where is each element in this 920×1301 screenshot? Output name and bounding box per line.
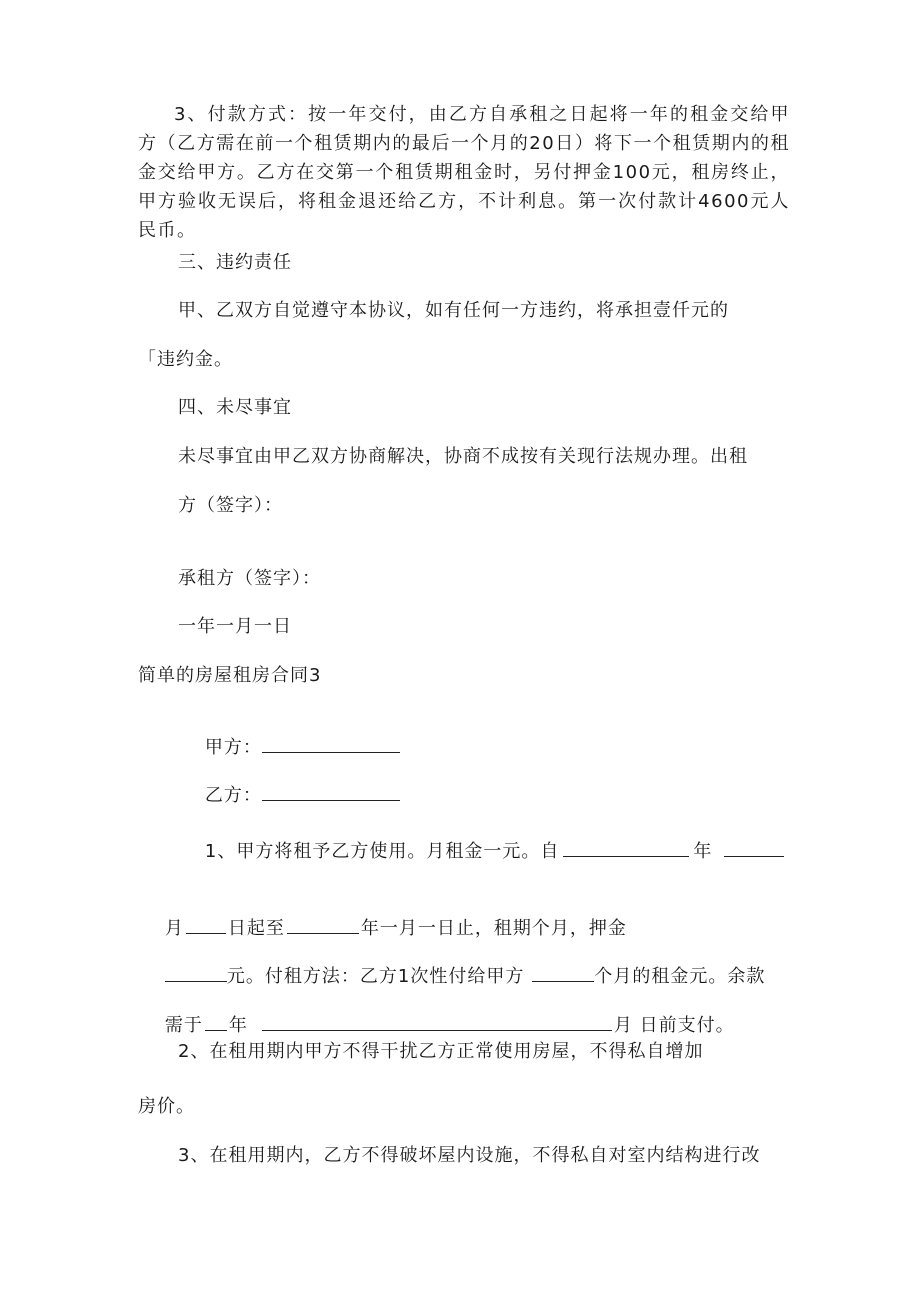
- clause-1-line-4: 需于 年 月 日前支付。: [164, 1015, 735, 1036]
- landlord-sign-label: 方（签字）：: [178, 495, 283, 516]
- party-b-label: 乙方：: [204, 785, 262, 806]
- start-day-blank: [186, 917, 226, 934]
- date-line: 一年一月一日: [178, 616, 292, 637]
- breach-text-line-1: 甲、乙双方自觉遵守本协议，如有任何一方违约，将承担壹仟元的: [178, 300, 729, 321]
- clause-3-line-1: 3、在租用期内，乙方不得破坏屋内设施，不得私自对室内结构进行改: [178, 1145, 761, 1166]
- party-a-label: 甲方：: [204, 737, 262, 758]
- party-b-blank: [262, 784, 400, 801]
- balance-year-blank: [205, 1014, 227, 1031]
- clause-2-line-1: 2、在租用期内甲方不得干扰乙方正常使用房屋，不得私自增加: [178, 1041, 704, 1062]
- breach-text-line-2: 「违约金。: [138, 349, 233, 370]
- misc-text-line-1: 未尽事宜由甲乙双方协商解决，协商不成按有关现行法规办理。出租: [178, 446, 748, 467]
- balance-month-blank: [262, 1014, 612, 1031]
- clause-1-line-2: 月 日起至 年一月一日止，租期个月，押金: [164, 918, 627, 939]
- party-a-blank: [262, 736, 400, 753]
- clause-2-line-2: 房价。: [138, 1096, 195, 1117]
- payment-clause: 3、付款方式：按一年交付，由乙方自承租之日起将一年的租金交给甲方（乙方需在前一个租赁期内的最后一个月的20日）将下一个租赁期内的租金交给甲方。乙方在交第一个租赁期租金时，另付押金100元，租房终止，甲方验收无误后，将租金退还给乙方，不计利息。第一次付款计4600元人民币。: [138, 104, 790, 241]
- start-year-blank: [563, 840, 689, 857]
- clause-1-line-3: 元。付租方法：乙方1次性付给甲方 个月的租金元。余款: [138, 943, 765, 1010]
- heading-breach: 三、违约责任: [178, 252, 292, 273]
- heading-misc: 四、未尽事宜: [178, 397, 292, 418]
- contract-title: 简单的房屋租房合同3: [138, 665, 322, 686]
- deposit-blank: [165, 965, 227, 982]
- end-year-blank: [287, 917, 359, 934]
- tenant-sign-label: 承租方（签字）：: [178, 568, 321, 589]
- clause-1-line-1: 1、甲方将租予乙方使用。月租金一元。自 年: [178, 818, 784, 885]
- start-month-blank: [724, 840, 784, 857]
- months-blank: [532, 965, 594, 982]
